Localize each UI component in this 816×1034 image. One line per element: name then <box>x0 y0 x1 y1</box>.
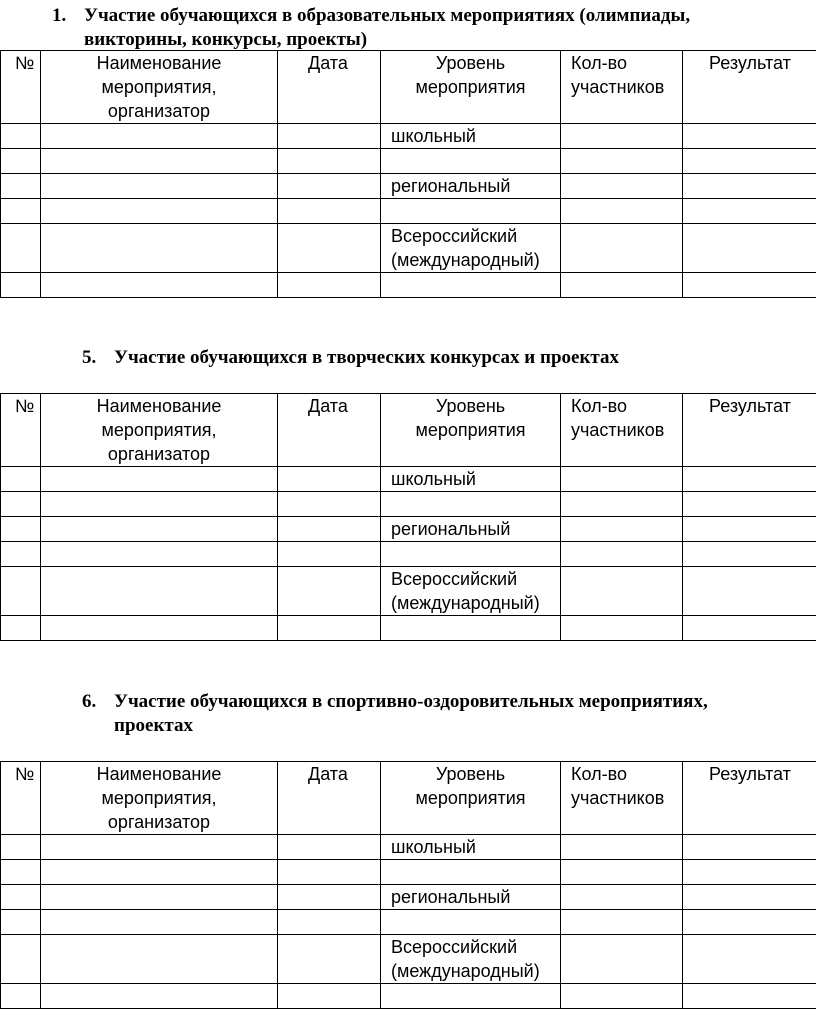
table-row <box>1 984 816 1009</box>
section-number: 1. <box>52 5 67 26</box>
table-row <box>1 835 816 860</box>
section-title-line: викторины, конкурсы, проекты) <box>84 29 368 50</box>
level-regional: региональный <box>381 885 561 910</box>
header-result: Результат <box>683 394 816 467</box>
section-title-line: Участие обучающихся в образовательных мероприятиях (олимпиады, <box>84 5 691 26</box>
header-num: № <box>1 51 41 124</box>
header-count: Кол-во участников <box>561 394 683 467</box>
level-national: Всероссийский (международный) <box>381 935 561 984</box>
table-row <box>1 492 816 517</box>
table-row <box>1 273 816 298</box>
header-name: Наименование мероприятия, организатор <box>41 762 278 835</box>
header-level: Уровень мероприятия <box>381 51 561 124</box>
table-header-row <box>1 394 816 467</box>
header-num: № <box>1 394 41 467</box>
table-row <box>1 860 816 885</box>
table-row <box>1 935 816 984</box>
header-date: Дата <box>278 394 381 467</box>
section-number: 5. <box>82 347 97 368</box>
header-result: Результат <box>683 51 816 124</box>
table-row <box>1 885 816 910</box>
table-row <box>1 616 816 641</box>
events-table-5 <box>0 393 816 641</box>
header-date: Дата <box>278 762 381 835</box>
table-row <box>1 124 816 149</box>
table-row <box>1 199 816 224</box>
events-table-6 <box>0 761 816 1009</box>
level-school: школьный <box>381 467 561 492</box>
table-row <box>1 542 816 567</box>
level-regional: региональный <box>381 174 561 199</box>
table-row <box>1 467 816 492</box>
header-name: Наименование мероприятия, организатор <box>41 394 278 467</box>
level-school: школьный <box>381 124 561 149</box>
header-num: № <box>1 762 41 835</box>
header-count: Кол-во участников <box>561 51 683 124</box>
level-regional: региональный <box>381 517 561 542</box>
table-row <box>1 224 816 273</box>
header-name: Наименование мероприятия, организатор <box>41 51 278 124</box>
level-school: школьный <box>381 835 561 860</box>
table-row <box>1 567 816 616</box>
header-result: Результат <box>683 762 816 835</box>
level-national: Всероссийский (международный) <box>381 567 561 616</box>
header-level: Уровень мероприятия <box>381 762 561 835</box>
section-title-line: проектах <box>114 715 193 736</box>
table-header-row <box>1 762 816 835</box>
section-title-line: Участие обучающихся в спортивно-оздоровительных мероприятиях, <box>114 691 708 712</box>
table-row <box>1 910 816 935</box>
table-row <box>1 517 816 542</box>
header-level: Уровень мероприятия <box>381 394 561 467</box>
section-title-line: Участие обучающихся в творческих конкурсах и проектах <box>114 347 619 368</box>
header-date: Дата <box>278 51 381 124</box>
table-row <box>1 174 816 199</box>
events-table-1 <box>0 50 816 298</box>
table-header-row <box>1 51 816 124</box>
header-count: Кол-во участников <box>561 762 683 835</box>
section-number: 6. <box>82 691 97 712</box>
table-row <box>1 149 816 174</box>
level-national: Всероссийский (международный) <box>381 224 561 273</box>
